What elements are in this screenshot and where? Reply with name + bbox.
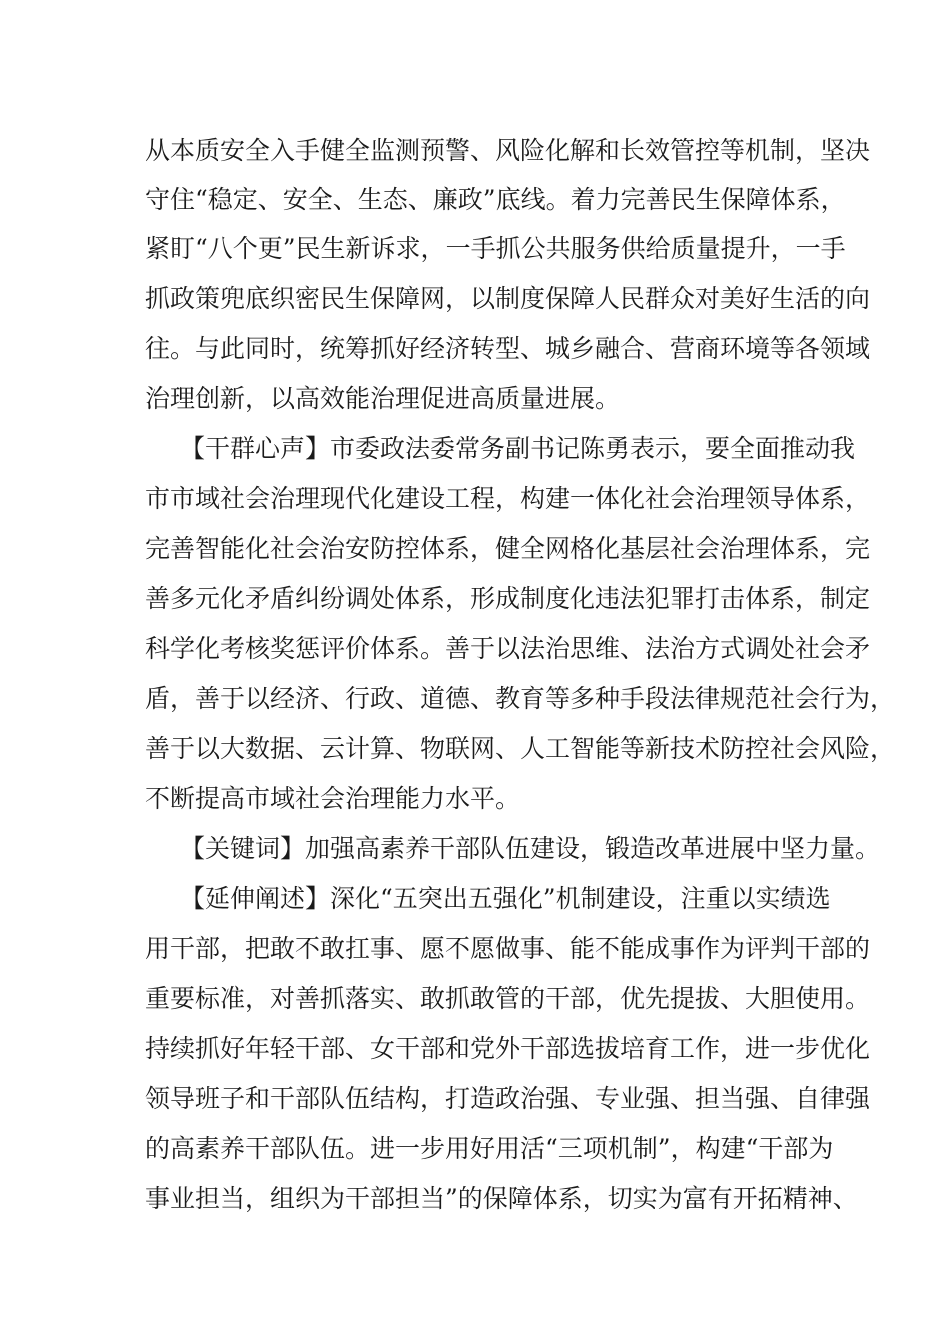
text-line: 科学化考核奖惩评价体系。善于以法治思维、法治方式调处社会矛 bbox=[145, 634, 871, 663]
text-line: 事业担当，组织为干部担当”的保障体系，切实为富有开拓精神、 bbox=[145, 1184, 858, 1213]
text-line: 往。与此同时，统筹抓好经济转型、城乡融合、营商环境等各领域 bbox=[145, 334, 871, 363]
text-line: 领导班子和干部队伍结构，打造政治强、专业强、担当强、自律强 bbox=[145, 1084, 871, 1113]
text-line: 盾，善于以经济、行政、道德、教育等多种手段法律规范社会行为， bbox=[145, 684, 896, 713]
text-line: 守住“稳定、安全、生态、廉政”底线。着力完善民生保障体系， bbox=[145, 185, 846, 214]
text-line: 不断提高市域社会治理能力水平。 bbox=[145, 784, 521, 813]
text-line: 用干部，把敢不敢扛事、愿不愿做事、能不能成事作为评判干部的 bbox=[145, 934, 871, 963]
text-line: 持续抓好年轻干部、女干部和党外干部选拔培育工作，进一步优化 bbox=[145, 1034, 871, 1063]
text-line: 从本质安全入手健全监测预警、风险化解和长效管控等机制，坚决 bbox=[145, 136, 871, 165]
text-line: 完善智能化社会治安防控体系，健全网格化基层社会治理体系，完 bbox=[145, 534, 871, 563]
text-line: 治理创新，以高效能治理促进高质量进展。 bbox=[145, 384, 621, 413]
text-line: 重要标准，对善抓落实、敢抓敢管的干部，优先提拔、大胆使用。 bbox=[145, 984, 871, 1013]
keyword-line: 【关键词】加强高素养干部队伍建设，锻造改革进展中坚力量。 bbox=[180, 834, 881, 863]
text-line: 抓政策兜底织密民生保障网，以制度保障人民群众对美好生活的向 bbox=[145, 284, 871, 313]
text-line: 紧盯“八个更”民生新诉求，一手抓公共服务供给质量提升，一手 bbox=[145, 234, 846, 263]
paragraph-heading-line: 【延伸阐述】深化“五突出五强化”机制建设，注重以实绩选 bbox=[180, 884, 831, 913]
text-line: 善于以大数据、云计算、物联网、人工智能等新技术防控社会风险， bbox=[145, 734, 896, 763]
text-line: 善多元化矛盾纠纷调处体系，形成制度化违法犯罪打击体系，制定 bbox=[145, 584, 871, 613]
paragraph-heading-line: 【干群心声】市委政法委常务副书记陈勇表示，要全面推动我 bbox=[180, 434, 856, 463]
text-line: 的高素养干部队伍。进一步用好用活“三项机制”，构建“干部为 bbox=[145, 1134, 834, 1163]
text-line: 市市域社会治理现代化建设工程，构建一体化社会治理领导体系， bbox=[145, 484, 871, 513]
